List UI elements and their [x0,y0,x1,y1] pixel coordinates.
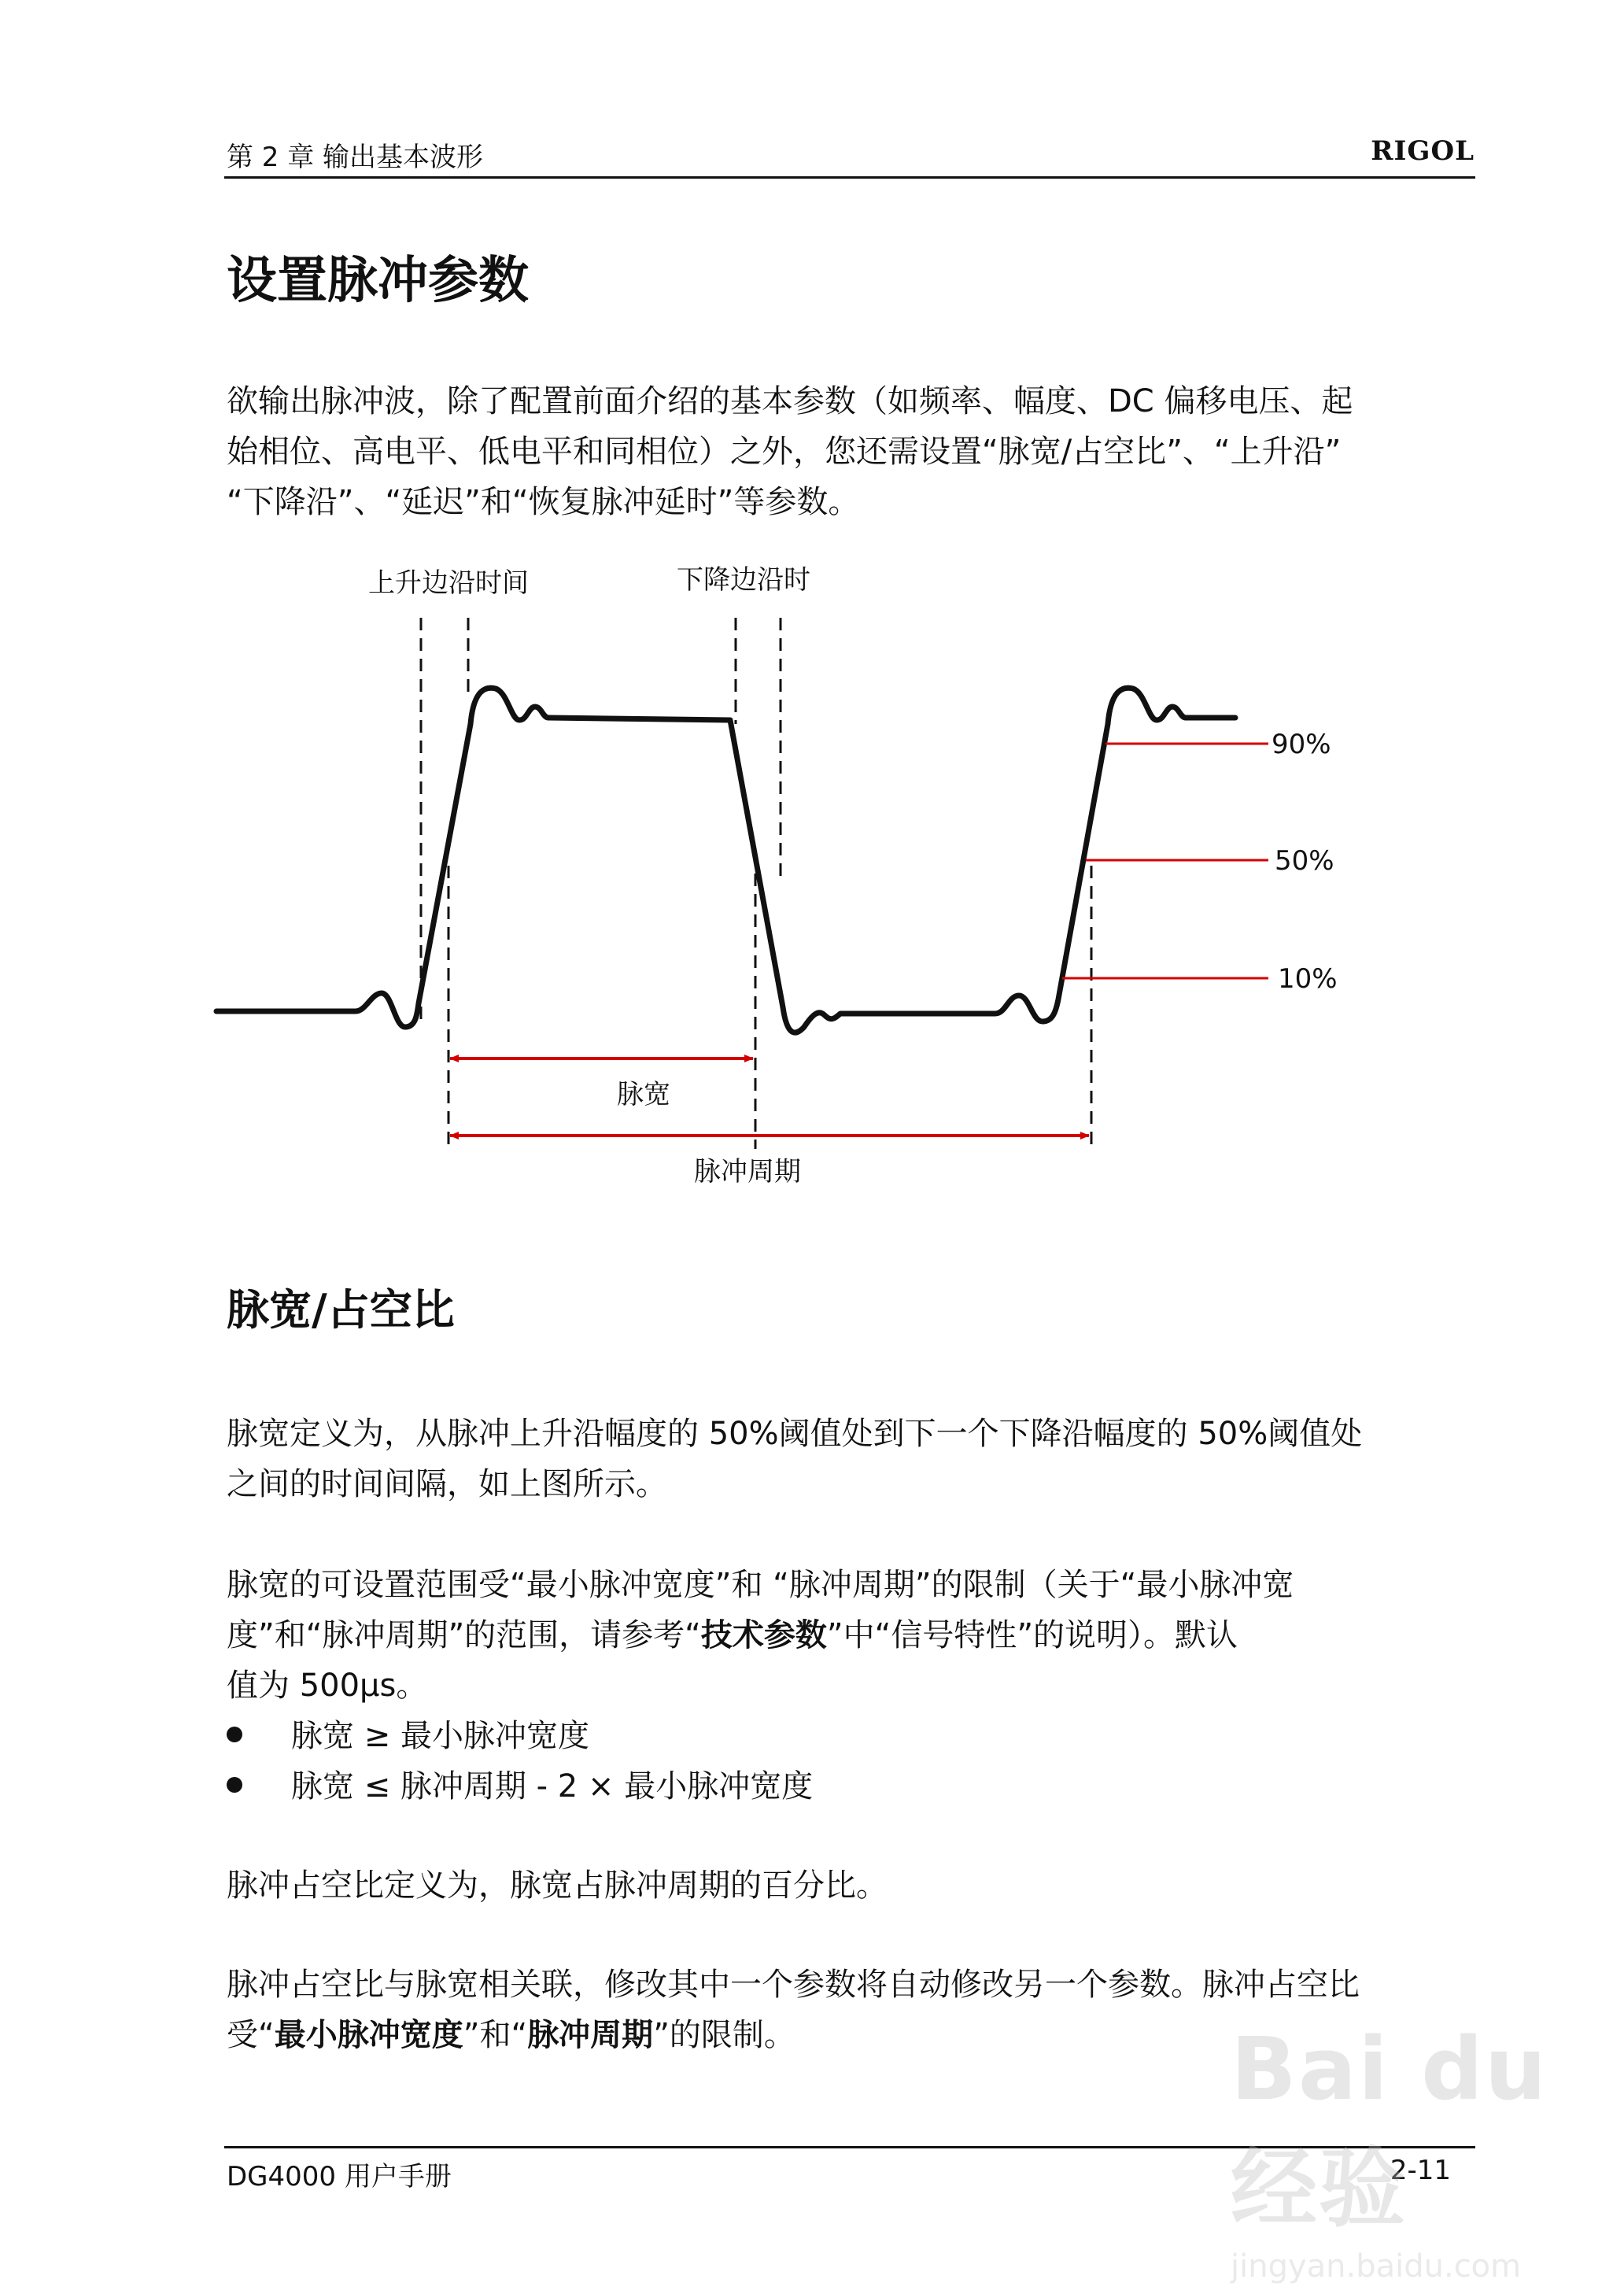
dashed-guides [421,618,1091,1149]
width-range-paragraph [227,1560,1434,1711]
p1-line-1: 脉宽定义为，从脉冲上升沿幅度的 50%阈值处到下一个下降沿幅度的 50%阈值处 [227,1416,1363,1452]
duty-definition [227,1860,1434,1911]
bullet-dot-icon [227,1777,242,1793]
period-label: 脉冲周期 [694,1156,801,1188]
subsection-title: 脉宽/占空比 [227,1285,455,1335]
period-ref: 脉冲周期 [527,2017,654,2053]
baidu-watermark [1231,2019,1577,2285]
section-title: 设置脉冲参数 [227,252,529,310]
p4-line-2b: ”和“ [463,2017,528,2053]
bullet-item-1 [227,1711,589,1761]
intro-line-1: 欲输出脉冲波，除了配置前面介绍的基本参数（如频率、幅度、DC 偏移电压、起 [227,383,1353,419]
p4-line-2c: ”的限制。 [653,2017,795,2053]
width-definition [227,1409,1434,1509]
watermark-logo: Bai du 经验 [1231,2019,1548,2239]
chapter-header: 第 2 章 输出基本波形 [227,142,484,173]
bullet-text-2: 脉宽 ≤ 脉冲周期 - 2 × 最小脉冲宽度 [291,1768,814,1805]
bullet-item-2 [227,1761,813,1812]
watermark-site: jingyan.baidu.com [1231,2248,1522,2285]
pulse-waveform [216,688,1235,1032]
fall-time-label: 下降边沿时 [677,564,810,596]
manual-name: DG4000 用户手册 [227,2161,452,2192]
p1-line-2: 之间的时间间隔，如上图所示。 [227,1466,667,1502]
p2-line-1: 脉宽的可设置范围受“最小脉冲宽度”和 “脉冲周期”的限制（关于“最小脉冲宽 [227,1567,1294,1603]
width-label: 脉宽 [617,1079,670,1110]
intro-line-2: 始相位、高电平、低电平和同相位）之外，您还需设置“脉宽/占空比”、“上升沿” [227,434,1342,470]
min-width-ref: 最小脉冲宽度 [274,2017,463,2053]
p4-line-2a: 受“ [227,2017,275,2053]
p2-line-2a: 度”和“脉冲周期”的范围，请参考“ [227,1617,701,1653]
percent-lines [1062,744,1268,978]
p2-line-3: 值为 500μs。 [227,1668,428,1704]
brand-logo: RIGOL [1371,135,1475,167]
rise-time-label: 上升边沿时间 [368,567,529,599]
pct-50-label: 50% [1275,845,1334,877]
bullet-text-1: 脉宽 ≥ 最小脉冲宽度 [291,1718,589,1754]
pct-90-label: 90% [1272,729,1331,760]
bullet-dot-icon [227,1727,242,1742]
page-number: 2-11 [1390,2155,1451,2186]
pct-10-label: 10% [1278,963,1338,995]
p4-line-1: 脉冲占空比与脉宽相关联，修改其中一个参数将自动修改另一个参数。脉冲占空比 [227,1967,1360,2003]
intro-line-3: “下降沿”、“延迟”和“恢复脉冲延时”等参数。 [227,484,860,520]
p3-text: 脉冲占空比定义为，脉宽占脉冲周期的百分比。 [227,1867,888,1904]
p2-line-2b: ”中“信号特性”的说明）。默认 [826,1617,1238,1653]
tech-params-ref: 技术参数 [700,1617,827,1653]
